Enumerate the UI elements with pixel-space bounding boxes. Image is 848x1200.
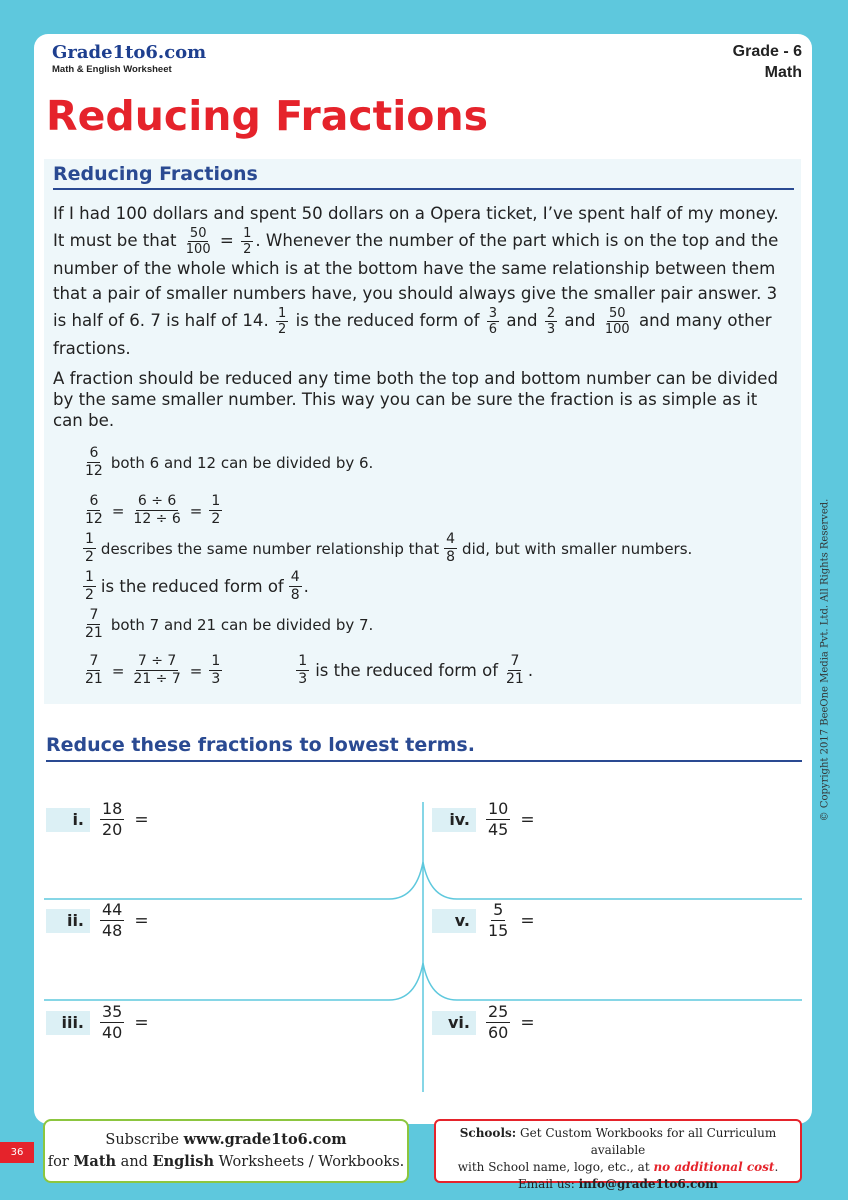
problem-iv[interactable]: [432, 800, 535, 839]
fraction: $\frac{6}{12}$: [85, 493, 103, 527]
schools-box[interactable]: [434, 1119, 802, 1191]
fraction: $\frac{1}{2}$: [278, 306, 287, 338]
example-4: $\frac{1}{2}$ is the reduced form of $\frac{4}{8}$ .: [85, 569, 309, 603]
problem-label: iv.: [432, 808, 476, 832]
fraction: $\frac{1}{2}$: [85, 531, 94, 565]
problem-label: vi.: [432, 1011, 476, 1035]
intro-paragraph: If I had 100 dollars and spent 50 dollars on a Opera ticket, I’ve spent half of my money. It must be that $\frac{50}{100}$ = $\frac{1}{2}$ . Whenever the number of the part which is on the top and the number of the whole which is at the bottom have the same relationship between them that a pair of smaller numbers have, you should always give the smaller pair answer. 3 is half of 6. 7 is half of 14. $\frac{1}{2}$ is the reduced form of $\frac{3}{6}$ and $\frac{2}{3}$ and $\frac{50}{100}$ and many other fractions.: [53, 204, 779, 359]
subscribe-line-1: Subscribe www.grade1to6.com: [105, 1131, 347, 1148]
answer-divider-lines: [34, 794, 812, 1094]
rule-paragraph: A fraction should be reduced any time both the top and bottom number can be divided by the same smaller number. This way you can be sure the fraction is as simple as it can be.: [53, 368, 779, 430]
equals-sign: =: [520, 809, 535, 830]
problem-fraction: $\frac{10}{45}$: [488, 799, 509, 839]
equals-sign: =: [134, 1012, 149, 1033]
fraction: $\frac{1}{2}$: [85, 569, 94, 603]
logo-subtitle: Math & English Worksheet: [52, 64, 172, 75]
problem-label: ii.: [46, 909, 90, 933]
fraction: $\frac{7}{21}$: [85, 607, 103, 641]
problem-i[interactable]: [46, 800, 149, 839]
example-6: $\frac{7}{21}$ = $\frac{7 \div 7}{21 \div 7}$ = $\frac{1}{3}$ $\frac{1}{3}$ is the reduced form of $\frac{7}{21}$ .: [85, 653, 534, 687]
site-logo[interactable]: [52, 42, 206, 75]
schools-line-2: with School name, logo, etc., at no additional cost.: [457, 1160, 779, 1174]
fraction: $\frac{3}{6}$: [488, 306, 498, 338]
problem-fraction: $\frac{25}{60}$: [488, 1002, 509, 1042]
problem-label: iii.: [46, 1011, 90, 1035]
site-link[interactable]: www.grade1to6.com: [183, 1131, 347, 1148]
problem-fraction: $\frac{5}{15}$: [488, 900, 509, 940]
problem-ii[interactable]: [46, 901, 149, 940]
subscribe-box[interactable]: [43, 1119, 409, 1183]
page-number: 36: [0, 1142, 34, 1163]
subscribe-line-2: for Math and English Worksheets / Workbooks.: [47, 1153, 405, 1170]
problem-label: v.: [432, 909, 476, 933]
problem-label: i.: [46, 808, 90, 832]
equals-sign: =: [134, 910, 149, 931]
grade-label: Grade - 6: [732, 43, 802, 60]
schools-line-3: Email us: info@grade1to6.com: [518, 1177, 718, 1191]
fraction: $\frac{1}{2}$: [243, 225, 252, 257]
equals-sign: =: [520, 910, 535, 931]
fraction: $\frac{2}{3}$: [546, 306, 556, 338]
fraction: $\frac{7}{21}$: [85, 653, 103, 687]
info-heading: Reducing Fractions: [53, 159, 794, 190]
equals-sign: =: [134, 809, 149, 830]
fraction: $\frac{6 \div 6}{12 \div 6}$: [133, 493, 181, 527]
fraction: $\frac{7}{21}$: [506, 653, 524, 687]
fraction: $\frac{50}{100}$: [185, 225, 211, 257]
fraction: $\frac{4}{8}$: [446, 531, 456, 565]
subject-label: Math: [764, 64, 802, 81]
problem-fraction: $\frac{18}{20}$: [102, 799, 123, 839]
page-title: Reducing Fractions: [46, 92, 489, 140]
problem-v[interactable]: [432, 901, 535, 940]
example-2: $\frac{6}{12}$ = $\frac{6 \div 6}{12 \div 6}$ = $\frac{1}{2}$: [85, 493, 221, 527]
equals-sign: =: [520, 1012, 535, 1033]
fraction: $\frac{1}{3}$: [211, 653, 221, 687]
example-5: $\frac{7}{21}$ both 7 and 21 can be divided by 7.: [85, 607, 374, 641]
worksheet-page: [34, 34, 812, 1124]
email-link[interactable]: info@grade1to6.com: [578, 1177, 718, 1191]
example-1: $\frac{6}{12}$ both 6 and 12 can be divided by 6.: [85, 445, 374, 479]
fraction: $\frac{6}{12}$: [85, 445, 103, 479]
fraction: $\frac{4}{8}$: [290, 569, 300, 603]
problem-fraction: $\frac{35}{40}$: [102, 1002, 123, 1042]
schools-line-1: Schools: Get Custom Workbooks for all Curriculum available: [459, 1126, 777, 1157]
problem-iii[interactable]: [46, 1003, 149, 1042]
problem-fraction: $\frac{44}{48}$: [102, 900, 123, 940]
example-3: $\frac{1}{2}$ describes the same number relationship that $\frac{4}{8}$ did, but with smaller numbers.: [85, 531, 693, 565]
copyright-notice: © Copyright 2017 BeeOne Media Pvt. Ltd. All Rights Reserved.: [819, 498, 831, 822]
fraction: $\frac{1}{3}$: [298, 653, 308, 687]
problem-vi[interactable]: [432, 1003, 535, 1042]
fraction: $\frac{50}{100}$: [604, 306, 630, 338]
logo-name: Grade1to6.com: [52, 42, 207, 63]
grade-block: [733, 41, 802, 83]
fraction: $\frac{7 \div 7}{21 \div 7}$: [133, 653, 181, 687]
fraction: $\frac{1}{2}$: [211, 493, 221, 527]
exercise-heading: Reduce these fractions to lowest terms.: [46, 734, 802, 762]
